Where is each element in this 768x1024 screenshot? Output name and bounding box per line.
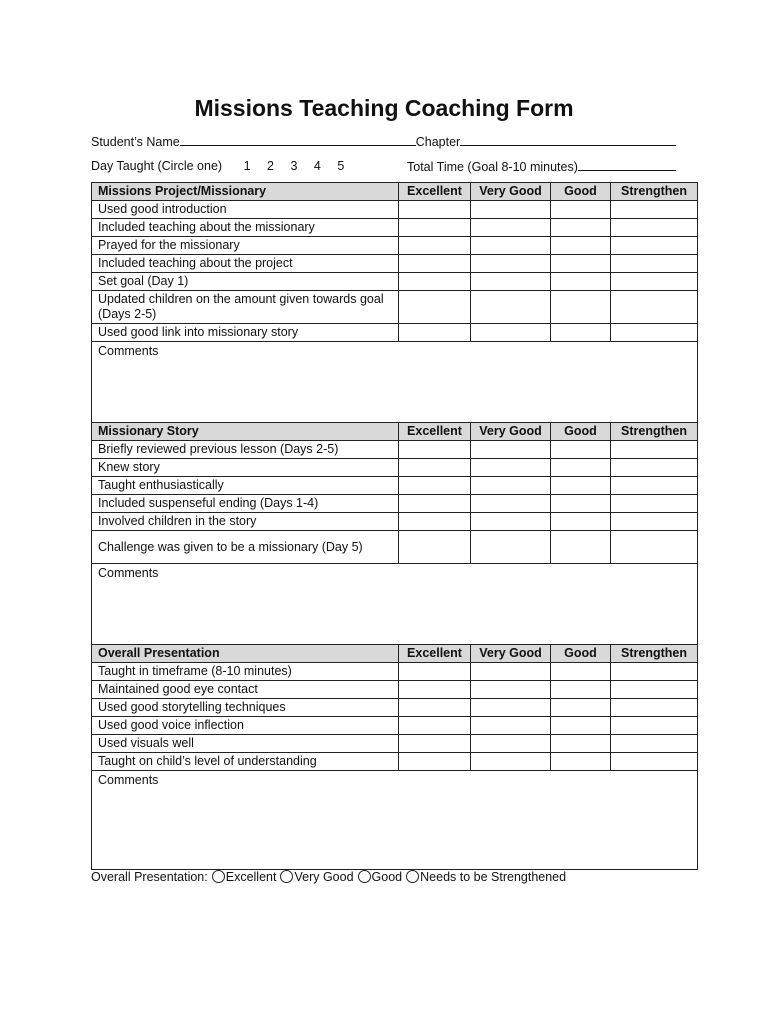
day-option[interactable]: 3 bbox=[290, 159, 298, 173]
rating-cell[interactable] bbox=[551, 441, 611, 459]
rating-cell[interactable] bbox=[399, 531, 471, 564]
form-title: Missions Teaching Coaching Form bbox=[194, 95, 574, 121]
criteria-label: Used visuals well bbox=[92, 735, 399, 753]
rating-cell[interactable] bbox=[551, 291, 611, 324]
rating-cell[interactable] bbox=[551, 273, 611, 291]
rating-cell[interactable] bbox=[399, 735, 471, 753]
rating-cell[interactable] bbox=[471, 324, 551, 342]
rating-cell[interactable] bbox=[611, 273, 698, 291]
section-header-row bbox=[92, 183, 698, 201]
criteria-label: Knew story bbox=[92, 459, 399, 477]
criteria-row bbox=[92, 735, 698, 753]
rating-column-header: Good bbox=[551, 645, 611, 663]
criteria-row bbox=[92, 255, 698, 273]
rating-cell[interactable] bbox=[611, 699, 698, 717]
rating-cell[interactable] bbox=[399, 699, 471, 717]
rating-cell[interactable] bbox=[471, 681, 551, 699]
chapter-field[interactable] bbox=[460, 133, 676, 146]
criteria-label: Included teaching about the missionary bbox=[92, 219, 399, 237]
criteria-label: Used good voice inflection bbox=[92, 717, 399, 735]
rating-cell[interactable] bbox=[471, 441, 551, 459]
day-taught-label: Day Taught (Circle one) bbox=[91, 159, 223, 173]
total-time-field[interactable] bbox=[578, 158, 676, 171]
coaching-table bbox=[91, 182, 698, 870]
criteria-label: Used good link into missionary story bbox=[92, 324, 399, 342]
criteria-row bbox=[92, 291, 698, 324]
rating-cell[interactable] bbox=[551, 681, 611, 699]
section-title: Overall Presentation bbox=[92, 645, 399, 663]
rating-cell[interactable] bbox=[471, 291, 551, 324]
rating-cell[interactable] bbox=[399, 513, 471, 531]
rating-cell[interactable] bbox=[611, 735, 698, 753]
overall-presentation-label: Overall Presentation: bbox=[91, 870, 208, 884]
rating-cell[interactable] bbox=[611, 255, 698, 273]
option-label: Good bbox=[371, 870, 403, 884]
criteria-row bbox=[92, 663, 698, 681]
comments-box[interactable] bbox=[92, 771, 698, 870]
criteria-row bbox=[92, 324, 698, 342]
criteria-label: Included teaching about the project bbox=[92, 255, 399, 273]
criteria-row bbox=[92, 531, 698, 564]
rating-cell[interactable] bbox=[399, 273, 471, 291]
criteria-row bbox=[92, 681, 698, 699]
rating-column-header: Strengthen bbox=[611, 183, 698, 201]
rating-cell[interactable] bbox=[611, 495, 698, 513]
rating-cell[interactable] bbox=[399, 753, 471, 771]
rating-cell[interactable] bbox=[399, 459, 471, 477]
rating-column-header: Very Good bbox=[471, 423, 551, 441]
criteria-label: Set goal (Day 1) bbox=[92, 273, 399, 291]
rating-cell[interactable] bbox=[471, 477, 551, 495]
rating-cell[interactable] bbox=[551, 459, 611, 477]
rating-cell[interactable] bbox=[551, 237, 611, 255]
total-time-label: Total Time (Goal 8-10 minutes) bbox=[407, 160, 578, 174]
rating-cell[interactable] bbox=[551, 255, 611, 273]
rating-cell[interactable] bbox=[399, 201, 471, 219]
rating-cell[interactable] bbox=[399, 495, 471, 513]
option-label: Needs to be Strengthened bbox=[420, 870, 567, 884]
rating-column-header: Excellent bbox=[399, 183, 471, 201]
rating-column-header: Very Good bbox=[471, 645, 551, 663]
rating-cell[interactable] bbox=[471, 495, 551, 513]
rating-cell[interactable] bbox=[471, 255, 551, 273]
rating-column-header: Excellent bbox=[399, 423, 471, 441]
criteria-row bbox=[92, 753, 698, 771]
criteria-label: Used good introduction bbox=[92, 201, 399, 219]
criteria-label: Updated children on the amount given towards goal (Days 2-5) bbox=[92, 291, 399, 324]
rating-cell[interactable] bbox=[611, 753, 698, 771]
criteria-label: Challenge was given to be a missionary (Day 5) bbox=[92, 531, 399, 564]
rating-cell[interactable] bbox=[399, 663, 471, 681]
section-title: Missionary Story bbox=[92, 423, 399, 441]
rating-cell[interactable] bbox=[471, 459, 551, 477]
rating-cell[interactable] bbox=[399, 255, 471, 273]
rating-cell[interactable] bbox=[551, 324, 611, 342]
rating-cell[interactable] bbox=[471, 513, 551, 531]
rating-column-header: Strengthen bbox=[611, 645, 698, 663]
rating-cell[interactable] bbox=[611, 663, 698, 681]
rating-cell[interactable] bbox=[471, 531, 551, 564]
option-label: Excellent bbox=[225, 870, 277, 884]
rating-cell[interactable] bbox=[399, 291, 471, 324]
rating-column-header: Good bbox=[551, 423, 611, 441]
rating-column-header: Strengthen bbox=[611, 423, 698, 441]
rating-cell[interactable] bbox=[551, 717, 611, 735]
radio-icon[interactable] bbox=[280, 870, 293, 883]
comments-label: Comments bbox=[98, 566, 159, 580]
section-header-row bbox=[92, 423, 698, 441]
rating-cell[interactable] bbox=[471, 201, 551, 219]
section-title: Missions Project/Missionary bbox=[92, 183, 399, 201]
rating-cell[interactable] bbox=[399, 237, 471, 255]
comments-label: Comments bbox=[98, 773, 159, 787]
day-option[interactable]: 2 bbox=[267, 159, 274, 173]
rating-cell[interactable] bbox=[471, 717, 551, 735]
rating-cell[interactable] bbox=[611, 513, 698, 531]
rating-cell[interactable] bbox=[551, 753, 611, 771]
day-taught-row bbox=[91, 158, 344, 174]
criteria-row bbox=[92, 441, 698, 459]
criteria-row bbox=[92, 219, 698, 237]
rating-cell[interactable] bbox=[611, 324, 698, 342]
rating-cell[interactable] bbox=[551, 477, 611, 495]
total-time-row bbox=[407, 158, 676, 175]
rating-cell[interactable] bbox=[611, 459, 698, 477]
comments-box[interactable] bbox=[92, 564, 698, 645]
criteria-row bbox=[92, 513, 698, 531]
chapter-label: Chapter bbox=[415, 135, 461, 149]
rating-cell[interactable] bbox=[551, 513, 611, 531]
rating-cell[interactable] bbox=[611, 531, 698, 564]
rating-cell[interactable] bbox=[471, 735, 551, 753]
section-header-row bbox=[92, 645, 698, 663]
student-name-field[interactable] bbox=[180, 133, 416, 146]
comments-box[interactable] bbox=[92, 342, 698, 423]
rating-cell[interactable] bbox=[551, 663, 611, 681]
rating-cell[interactable] bbox=[611, 717, 698, 735]
rating-cell[interactable] bbox=[471, 699, 551, 717]
rating-cell[interactable] bbox=[551, 531, 611, 564]
criteria-label: Maintained good eye contact bbox=[92, 681, 399, 699]
criteria-label: Included suspenseful ending (Days 1-4) bbox=[92, 495, 399, 513]
rating-cell[interactable] bbox=[399, 324, 471, 342]
rating-column-header: Excellent bbox=[399, 645, 471, 663]
criteria-row bbox=[92, 459, 698, 477]
rating-cell[interactable] bbox=[471, 753, 551, 771]
rating-cell[interactable] bbox=[611, 219, 698, 237]
criteria-row bbox=[92, 201, 698, 219]
rating-cell[interactable] bbox=[399, 717, 471, 735]
criteria-label: Taught enthusiastically bbox=[92, 477, 399, 495]
comments-label: Comments bbox=[98, 344, 159, 358]
rating-cell[interactable] bbox=[551, 201, 611, 219]
rating-cell[interactable] bbox=[551, 495, 611, 513]
option-label: Very Good bbox=[294, 870, 354, 884]
criteria-label: Involved children in the story bbox=[92, 513, 399, 531]
rating-cell[interactable] bbox=[611, 201, 698, 219]
rating-cell[interactable] bbox=[471, 273, 551, 291]
comments-row bbox=[92, 564, 698, 645]
radio-icon[interactable] bbox=[212, 870, 225, 883]
criteria-label: Taught on child’s level of understanding bbox=[92, 753, 399, 771]
rating-column-header: Good bbox=[551, 183, 611, 201]
criteria-row bbox=[92, 273, 698, 291]
day-options bbox=[244, 159, 345, 173]
criteria-row bbox=[92, 477, 698, 495]
overall-presentation-row bbox=[91, 869, 566, 885]
rating-cell[interactable] bbox=[611, 477, 698, 495]
rating-cell[interactable] bbox=[551, 219, 611, 237]
rating-cell[interactable] bbox=[551, 735, 611, 753]
rating-cell[interactable] bbox=[611, 441, 698, 459]
rating-cell[interactable] bbox=[399, 441, 471, 459]
rating-cell[interactable] bbox=[399, 681, 471, 699]
rating-column-header: Very Good bbox=[471, 183, 551, 201]
comments-row bbox=[92, 342, 698, 423]
criteria-label: Prayed for the missionary bbox=[92, 237, 399, 255]
criteria-label: Used good storytelling techniques bbox=[92, 699, 399, 717]
radio-icon[interactable] bbox=[358, 870, 371, 883]
comments-row bbox=[92, 771, 698, 870]
rating-cell[interactable] bbox=[551, 699, 611, 717]
rating-cell[interactable] bbox=[471, 219, 551, 237]
student-name-row bbox=[91, 133, 676, 150]
day-option[interactable]: 1 bbox=[243, 159, 251, 173]
criteria-label: Taught in timeframe (8-10 minutes) bbox=[92, 663, 399, 681]
rating-cell[interactable] bbox=[399, 477, 471, 495]
rating-cell[interactable] bbox=[611, 681, 698, 699]
day-option[interactable]: 4 bbox=[313, 159, 321, 173]
criteria-row bbox=[92, 717, 698, 735]
rating-cell[interactable] bbox=[471, 237, 551, 255]
criteria-row bbox=[92, 237, 698, 255]
day-option[interactable]: 5 bbox=[337, 159, 345, 173]
rating-cell[interactable] bbox=[399, 219, 471, 237]
rating-cell[interactable] bbox=[471, 663, 551, 681]
rating-cell[interactable] bbox=[611, 291, 698, 324]
radio-icon[interactable] bbox=[406, 870, 419, 883]
criteria-row bbox=[92, 699, 698, 717]
criteria-row bbox=[92, 495, 698, 513]
student-name-label: Student’s Name bbox=[91, 135, 180, 149]
rating-cell[interactable] bbox=[611, 237, 698, 255]
criteria-label: Briefly reviewed previous lesson (Days 2-5) bbox=[92, 441, 399, 459]
